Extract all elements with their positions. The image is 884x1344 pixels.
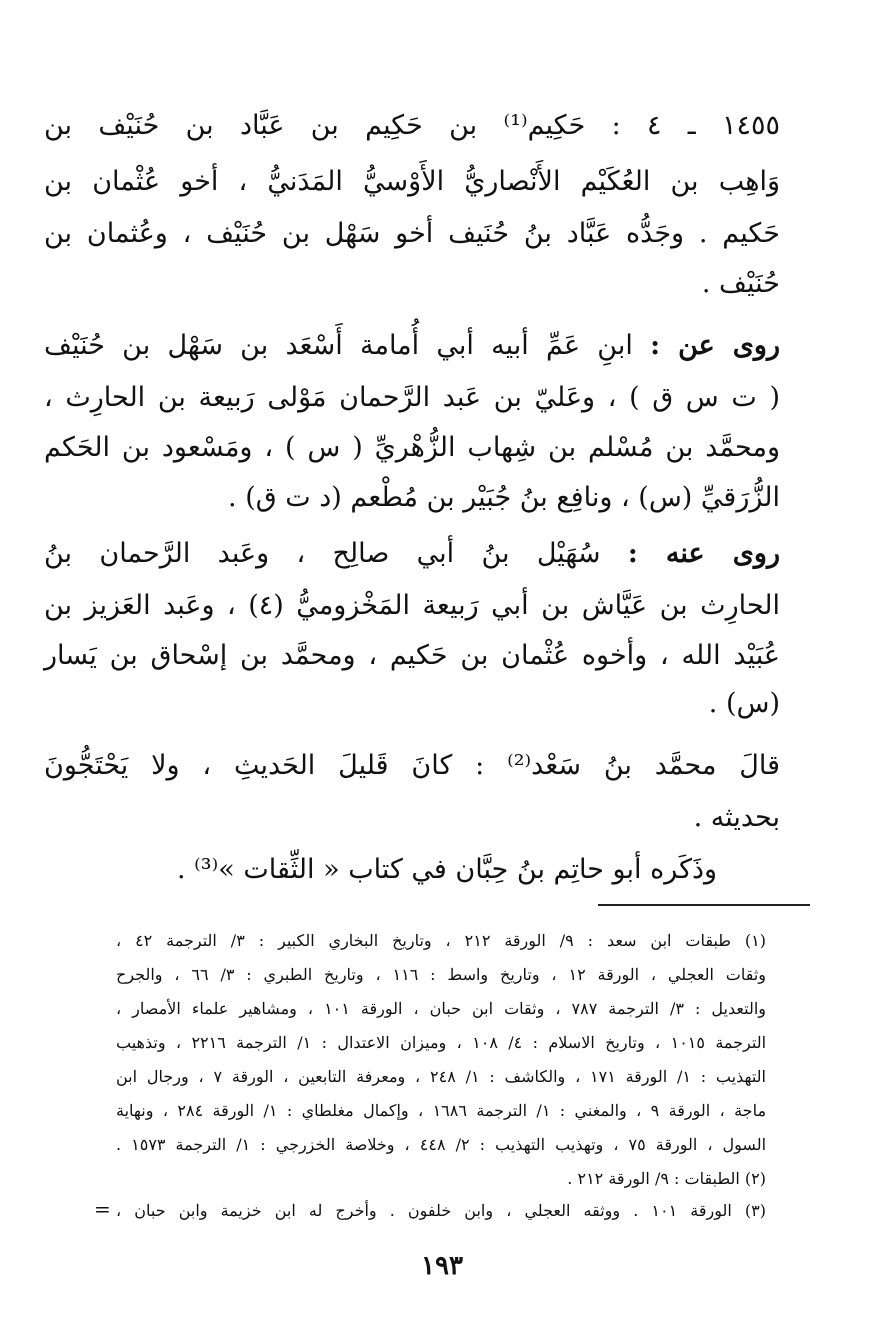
page-number: ١٩٣ [421,1251,463,1281]
footnote-line-9: (٣) الورقة ١٠١ . ووثقه العجلي ، وابن خلفون . وأخرج له ابن خزيمة وابن حبان ، [116,1201,767,1220]
footnote-line-6: ماجة ، الورقة ٩ ، والمغني : ١/ الترجمة ١٦٨٦ ، وإكمال مغلطاي : ١/ الورقة ٢٨٤ ، ونهاية [116,1101,767,1120]
rawa-an-line-2: ( ت س ق ) ، وعَليّ بن عَبد الرَّحمان مَوْلى رَبيعة بن الحارِث ، [44,382,780,413]
entry-line-3: حَكيم . وجَدُّه عَبَّاد بنُ حُنَيف أخو سَهْل بن حُنَيْف ، وعُثمان بن [44,218,780,249]
footnote-line-2: وثقات العجلي ، الورقة ١٢ ، وتاريخ واسط : ١١٦ ، وتاريخ الطبري : ٣/ ٦٦ ، والجرح [116,965,767,984]
rawa-an-line-4: الزُّرَقيِّ (س) ، ونافِع بنُ جُبَيْر بن مُطْعم (د ت ق) . [228,482,780,513]
continuation-mark: = [94,1197,111,1221]
rawa-an-line-1 [44,318,780,374]
footnote-line-5: التهذيب : ١/ الورقة ١٧١ ، والكاشف : ١/ ٢٤٨ ، ومعرفة التابعين ، الورقة ٧ ، ورجال ابن [116,1067,767,1086]
qala-line-2: بحديثه . [693,802,780,833]
rawa-an-text-1: ابنِ عَمِّ أبيه أبي أُمامة أَسْعَد بن سَهْل بن حُنَيْف [44,330,633,361]
qala-line-1: قالَ محمَّد بنُ سَعْد⁽²⁾ : كانَ قَليلَ الحَديثِ ، ولا يَحْتَجُّونَ [44,750,780,781]
footnote-line-7: السول ، الورقة ٧٥ ، وتهذيب التهذيب : ٢/ ٤٤٨ ، وخلاصة الخزرجي : ١/ الترجمة ١٥٧٣ . [116,1135,767,1154]
footnote-line-8: (٢) الطبقات : ٩/ الورقة ٢١٢ . [567,1169,766,1188]
rawa-anhu-line-1 [44,526,780,582]
dhakarahu-line: وذَكَره أبو حاتِم بنُ حِبَّان في كتاب « الثِّقات »⁽³⁾ . [176,854,718,885]
rawa-anhu-line-4: (س) . [708,688,780,719]
rawa-an-label: روى عن : [650,330,780,361]
entry-line-1: ١٤٥٥ ـ ٤ : حَكِيم⁽¹⁾ بن حَكِيم بن عَبَّاد بن حُنَيْف بن [44,110,780,141]
rawa-anhu-text-1: سُهَيْل بنُ أبي صالِح ، وعَبد الرَّحمان بنُ [44,538,601,569]
footnote-line-3: والتعديل : ٣/ الترجمة ٧٨٧ ، وثقات ابن حبان ، الورقة ١٠١ ، ومشاهير علماء الأمصار ، [116,999,766,1018]
entry-line-2: وَاهِب بن العُكَيْم الأَنْصاريُّ الأَوْسيُّ المَدَنيُّ ، أخو عُثْمان بن [44,166,780,197]
rawa-anhu-line-2: الحارِث بن عَيَّاش بن أبي رَبيعة المَخْزوميُّ (٤) ، وعَبد العَزيز بن [44,590,781,621]
footnote-line-1: (١) طبقات ابن سعد : ٩/ الورقة ٢١٢ ، وتاريخ البخاري الكبير : ٣/ الترجمة ٤٢ ، [116,931,767,950]
rawa-an-line-3: ومحمَّد بن مُسْلم بن شِهاب الزُّهْريِّ ( س ) ، ومَسْعود بن الحَكم [44,432,780,463]
rawa-anhu-line-3: عُبَيْد الله ، وأخوه عُثْمان بن حَكيم ، ومحمَّد بن إسْحاق بن يَسار [44,640,780,671]
entry-line-4: حُنَيْف . [701,268,780,299]
rawa-anhu-label: روى عنه : [627,538,781,569]
footnote-divider [598,904,810,906]
footnote-line-4: الترجمة ١٠١٥ ، وتاريخ الاسلام : ٤/ ١٠٨ ، وميزان الاعتدال : ١/ الترجمة ٢٢١٦ ، وتذهيب [116,1033,767,1052]
